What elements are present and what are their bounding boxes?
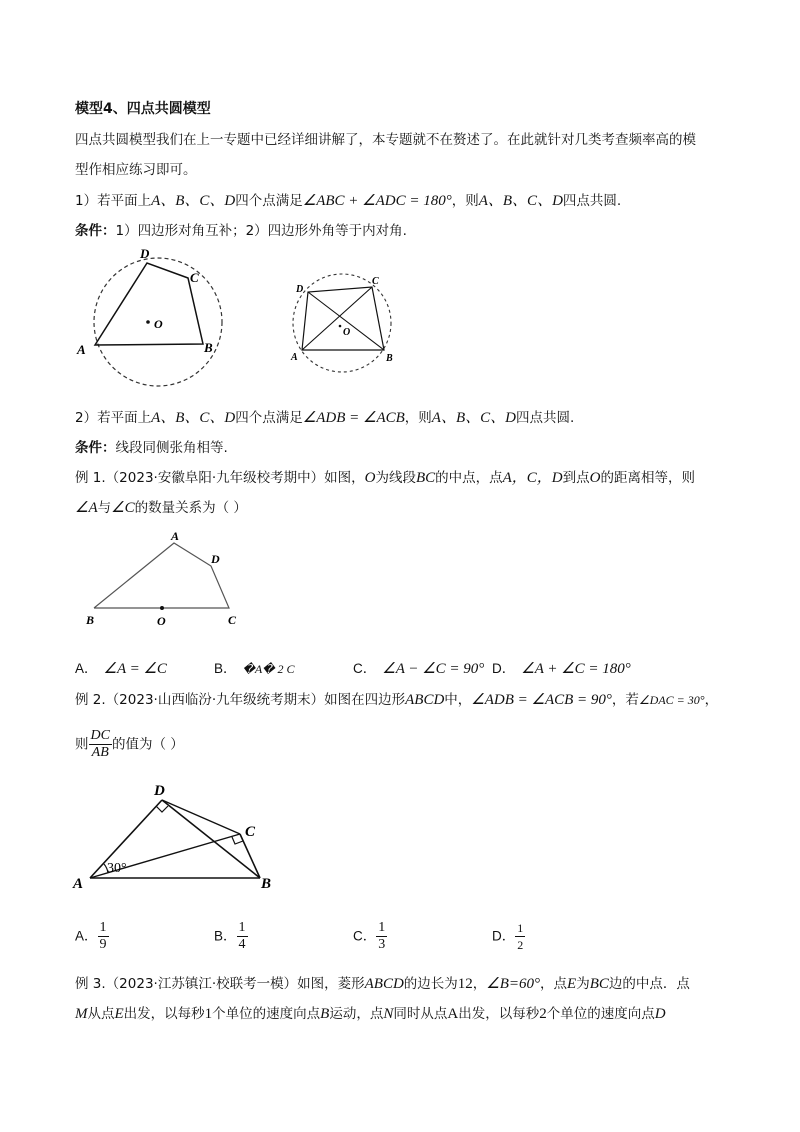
- quadrilateral-abcd: [95, 263, 203, 345]
- rhombus-name: ABCD: [364, 976, 404, 992]
- example-3-label: 例 3.: [75, 976, 106, 992]
- side-length: 12: [457, 976, 473, 992]
- option-text: ∠A − ∠C = 90°: [382, 661, 485, 677]
- point-a: A: [447, 1006, 459, 1022]
- example-1-option-c[interactable]: [353, 657, 484, 678]
- rule-2-mid: 四个点满足: [235, 410, 303, 426]
- example-1-t4: 的距离相等，则: [600, 470, 695, 486]
- option-fraction: [237, 920, 248, 953]
- point-b: B: [320, 1006, 330, 1022]
- option-letter: D．: [492, 928, 516, 944]
- label-c: C: [190, 270, 199, 285]
- center-point: [339, 325, 342, 328]
- rule-1-points: A、B、C、D: [151, 193, 236, 209]
- example-3-line2-t5: 同时从点: [393, 1006, 448, 1022]
- example-3-t3: ，点: [540, 976, 568, 992]
- fraction-numerator: DC: [90, 728, 110, 743]
- label-a: A: [171, 529, 180, 543]
- example-2-question: 的值为（ ）: [111, 736, 184, 753]
- segment-cb: [240, 834, 260, 878]
- circumcircle: [293, 274, 391, 372]
- label-d: D: [140, 246, 150, 261]
- diagonal-ac: [302, 287, 372, 350]
- condition-2: [75, 436, 228, 456]
- example-1-option-a[interactable]: [75, 657, 167, 678]
- example-2-then: 则: [75, 736, 89, 753]
- example-1-t3: 到点: [562, 470, 590, 486]
- label-c: C: [245, 824, 256, 840]
- example-3-line-2: [75, 1002, 666, 1023]
- label-a: A: [291, 352, 298, 363]
- example-2-t2: ，若: [611, 692, 639, 708]
- label-b: B: [204, 340, 213, 355]
- speed-2: 2: [539, 1006, 547, 1022]
- option-text: ∠A + ∠C = 180°: [521, 661, 631, 677]
- option-letter: D．: [492, 661, 516, 676]
- rule-1-suffix: 四点共圆.: [562, 193, 622, 209]
- example-2-option-d[interactable]: [492, 920, 525, 953]
- fraction-numerator: 1: [378, 920, 386, 935]
- rule-1-mid: 四个点满足: [235, 193, 303, 209]
- condition-2-label: 条件：: [75, 440, 116, 456]
- option-text: ∠A = ∠C: [103, 661, 167, 677]
- point-e: E: [567, 976, 577, 992]
- example-2-figure: [70, 778, 290, 893]
- example-2-option-a[interactable]: [75, 920, 109, 953]
- example-3-line2-t1: 从点: [87, 1006, 115, 1022]
- option-fraction: [376, 920, 387, 953]
- fraction-denominator: 4: [238, 937, 246, 952]
- label-b: B: [386, 353, 393, 364]
- rule-2-points: A、B、C、D: [151, 410, 236, 426]
- angle-a: ∠A: [75, 500, 98, 516]
- example-2-option-c[interactable]: [353, 920, 387, 953]
- example-1-source: （2023·安徽阜阳·九年级校考期中）如图，: [105, 470, 365, 486]
- example-1-question: 的数量关系为（ ）: [134, 500, 247, 516]
- figure-cyclic-quadrilateral-diagonals: [285, 270, 405, 385]
- example-3-t4: 为: [576, 976, 590, 992]
- fraction-denominator: AB: [91, 745, 109, 760]
- midpoint-o: [160, 606, 164, 610]
- quadrilateral-abcd: [94, 543, 229, 608]
- example-3-line2-t4: 运动，点: [329, 1006, 384, 1022]
- point-o-2: O: [589, 470, 601, 486]
- example-2-label: 例 2.: [75, 692, 106, 708]
- example-3-line2-t6: 出发，以每秒: [458, 1006, 540, 1022]
- label-o: O: [157, 614, 166, 628]
- fraction-numerator: 1: [517, 921, 524, 935]
- label-o: O: [343, 327, 351, 338]
- intro-line-2: 型作相应练习即可。: [75, 162, 197, 178]
- option-text: �A� 2 C: [242, 662, 295, 676]
- points-acd: A，C，D: [502, 470, 563, 486]
- condition-1: [75, 219, 407, 239]
- example-1-option-b[interactable]: [214, 657, 294, 677]
- example-3-t5: 边的中点．点: [608, 976, 690, 992]
- condition-1-label: 条件：: [75, 223, 116, 239]
- example-3-line2-t3: 个单位的速度向点: [212, 1006, 321, 1022]
- example-2-option-b[interactable]: [214, 920, 248, 953]
- point-d: D: [654, 1006, 666, 1022]
- condition-1-text: 1）四边形对角互补；2）四边形外角等于内对角.: [115, 223, 407, 239]
- example-1-line2-mid: 与: [97, 500, 112, 516]
- label-a: A: [73, 876, 84, 892]
- label-d: D: [211, 552, 220, 566]
- point-m: M: [75, 1006, 88, 1022]
- example-3-source: （2023·江苏镇江·校联考一模）如图，菱形: [105, 976, 365, 992]
- option-letter: B．: [214, 661, 237, 676]
- angle-label-30: 30°: [107, 861, 127, 876]
- label-a: A: [77, 342, 86, 357]
- example-2-line-1: [75, 688, 718, 709]
- example-2-line-2: [75, 728, 184, 761]
- angle-c: ∠C: [111, 500, 135, 516]
- rule-2: [75, 406, 574, 427]
- example-1-t2: 的中点，点: [435, 470, 503, 486]
- example-2-t3: ，: [704, 692, 719, 708]
- rule-2-suffix-pre: ，则: [404, 410, 432, 426]
- rule-1-formula: ∠ABC + ∠ADC = 180°: [302, 193, 452, 209]
- example-2-t1: 中，: [444, 692, 472, 708]
- fraction-denominator: 9: [99, 937, 107, 952]
- example-3-line-1: [75, 972, 690, 993]
- example-1-line-2: [75, 496, 247, 517]
- fraction-numerator: 1: [238, 920, 246, 935]
- example-2-source: （2023·山西临汾·九年级统考期末）如图在四边形: [105, 692, 406, 708]
- rule-2-suffix-points: A、B、C、D: [431, 410, 516, 426]
- rule-2-formula: ∠ADB = ∠ACB: [302, 410, 405, 426]
- option-letter: A．: [75, 928, 98, 944]
- condition-2-text: 线段同侧张角相等.: [115, 440, 228, 456]
- example-1-figure: [80, 528, 250, 630]
- segment-bc: BC: [415, 470, 436, 486]
- rule-2-suffix: 四点共圆.: [515, 410, 575, 426]
- label-c: C: [228, 613, 237, 627]
- example-2-formula-2: ∠DAC = 30°: [638, 693, 705, 707]
- example-2-formula: ∠ADB = ∠ACB = 90°: [471, 692, 612, 708]
- example-1-t1: 为线段: [375, 470, 416, 486]
- intro-line-1: 四点共圆模型我们在上一专题中已经详细讲解了，本专题就不在赘述了。在此就针对几类考查频率高的模: [75, 132, 696, 148]
- speed-1: 1: [204, 1006, 213, 1022]
- section-heading: 模型4、四点共圆模型: [75, 101, 211, 117]
- fraction-dc-ab: [89, 728, 112, 761]
- fraction-denominator: 3: [378, 937, 386, 952]
- label-o: O: [154, 317, 163, 331]
- diagonal-bd: [308, 292, 384, 350]
- label-d: D: [296, 284, 304, 295]
- option-letter: C．: [353, 928, 377, 944]
- point-o: O: [364, 470, 376, 486]
- option-fraction: [515, 920, 525, 953]
- option-letter: B．: [214, 928, 237, 944]
- segment-dc: [162, 800, 240, 834]
- option-letter: C．: [353, 661, 377, 676]
- rule-1: [75, 189, 621, 210]
- example-3-line2-t7: 个单位的速度向点: [546, 1006, 655, 1022]
- figure-cyclic-quadrilateral: [70, 240, 250, 390]
- rule-1-prefix: 1）若平面上: [75, 193, 152, 209]
- option-fraction: [98, 920, 109, 953]
- example-3-t2: ，: [472, 976, 487, 992]
- rule-1-suffix-pre: ，则: [451, 193, 479, 209]
- example-1-line-1: [75, 466, 695, 487]
- fraction-denominator: 2: [517, 938, 524, 952]
- example-1-label: 例 1.: [75, 470, 106, 486]
- center-point: [146, 320, 150, 324]
- rule-2-prefix: 2）若平面上: [75, 410, 152, 426]
- segment-bc: BC: [589, 976, 609, 992]
- point-n: N: [383, 1006, 394, 1022]
- example-1-option-d[interactable]: [492, 657, 631, 678]
- angle-b: ∠B=60°: [486, 976, 541, 992]
- label-b: B: [86, 613, 95, 627]
- label-d: D: [154, 783, 165, 799]
- label-c: C: [372, 276, 379, 287]
- option-letter: A．: [75, 661, 98, 676]
- example-3-t1: 的边长为: [403, 976, 458, 992]
- right-angle-mark-d: [156, 806, 168, 812]
- point-e-2: E: [114, 1006, 124, 1022]
- rule-1-suffix-points: A、B、C、D: [478, 193, 563, 209]
- quadrilateral-name: ABCD: [405, 692, 445, 708]
- label-b: B: [261, 876, 272, 892]
- fraction-numerator: 1: [99, 920, 107, 935]
- example-3-line2-t2: 出发，以每秒: [123, 1006, 205, 1022]
